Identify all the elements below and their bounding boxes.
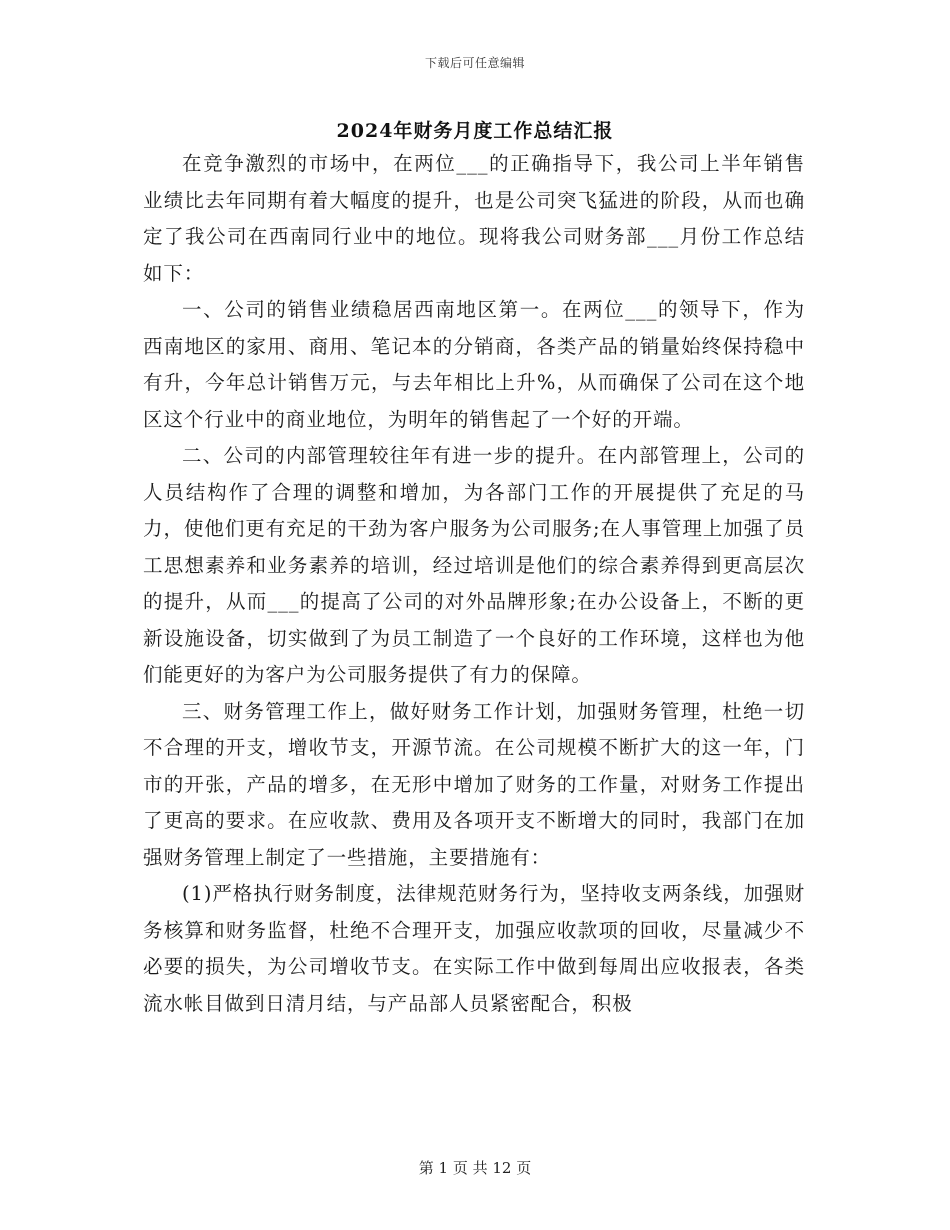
paragraph-section-1: 一、公司的销售业绩稳居西南地区第一。在两位___的领导下，作为西南地区的家用、商用、笔记本的分销商，各类产品的销量始终保持稳中有升，今年总计销售万元，与去年相比上升%，从而确保了公司在这个地区这个行业中的商业地位，为明年的销售起了一个好的开端。: [143, 298, 805, 431]
document-title: 2024年财务月度工作总结汇报: [336, 120, 614, 142]
paragraph-section-3: 三、财务管理工作上，做好财务工作计划，加强财务管理，杜绝一切不合理的开支，增收节支，开源节流。在公司规模不断扩大的这一年，门市的开张，产品的增多，在无形中增加了财务的工作量，对财务工作提出了更高的要求。在应收款、费用及各项开支不断增大的同时，我部门在加强财务管理上制定了一些措施，主要措施有：: [143, 699, 805, 869]
document-body: [143, 146, 805, 1022]
paragraph-measure-1: (1)严格执行财务制度，法律规范财务行为，坚持收支两条线，加强财务核算和财务监督，杜绝不合理开支，加强应收款项的回收，尽量减少不必要的损失，为公司增收节支。在实际工作中做到每周出应收报表，各类流水帐目做到日清月结，与产品部人员紧密配合，积极: [143, 882, 805, 1015]
paragraph-section-2: 二、公司的内部管理较往年有进一步的提升。在内部管理上，公司的人员结构作了合理的调整和增加，为各部门工作的开展提供了充足的马力，使他们更有充足的干劲为客户服务为公司服务;在人事管理上加强了员工思想素养和业务素养的培训，经过培训是他们的综合素养得到更高层次的提升，从而___的提高了公司的对外品牌形象;在办公设备上，不断的更新设施设备，切实做到了为员工制造了一个良好的工作环境，这样也为他们能更好的为客户为公司服务提供了有力的保障。: [143, 444, 805, 686]
page-header-note: 下载后可任意编辑: [424, 56, 525, 70]
page-number: 第 1 页 共 12 页: [418, 1159, 532, 1177]
paragraph-intro: 在竞争激烈的市场中，在两位___的正确指导下，我公司上半年销售业绩比去年同期有着大幅度的提升，也是公司突飞猛进的阶段，从而也确定了我公司在西南同行业中的地位。现将我公司财务部___月份工作总结如下：: [143, 152, 805, 285]
